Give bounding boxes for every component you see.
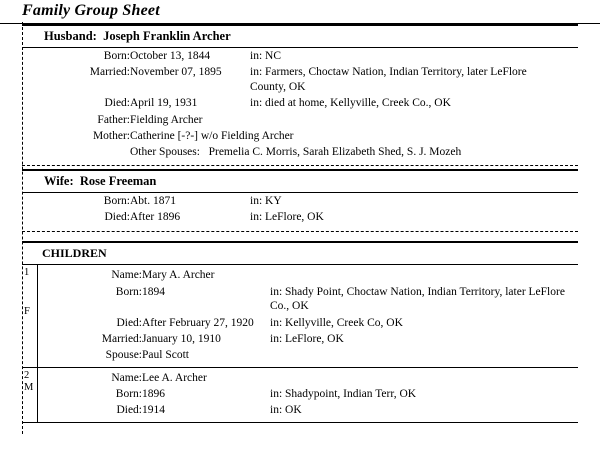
wife-died-value: After 1896 bbox=[130, 211, 181, 223]
child-2-died-label: Died: bbox=[116, 404, 142, 417]
child-2-body bbox=[38, 368, 578, 422]
husband-born-label: Born: bbox=[103, 50, 130, 62]
child-1-died-place bbox=[270, 315, 570, 331]
child-1-born-place-value: Shady Point, Choctaw Nation, Indian Territory, later LeFlore Co., OK bbox=[270, 285, 565, 313]
child-1-spouse-value: Paul Scott bbox=[142, 349, 189, 362]
table-row bbox=[38, 386, 570, 402]
child-1-table bbox=[38, 267, 570, 363]
child-1-name-value: Mary A. Archer bbox=[142, 269, 215, 282]
child-2-born-label: Born: bbox=[115, 388, 142, 400]
husband-married-place-value: Farmers, Choctaw Nation, Indian Territory, later LeFlore County, OK bbox=[250, 66, 527, 93]
table-row bbox=[22, 95, 560, 111]
table-row bbox=[22, 209, 560, 225]
table-row bbox=[38, 347, 570, 363]
child-1-married-place-value: LeFlore, OK bbox=[285, 332, 344, 345]
child-2-number: 2 bbox=[24, 369, 30, 381]
child-1-died-label: Died: bbox=[116, 316, 142, 329]
wife-born-label: Born: bbox=[103, 194, 130, 207]
table-row bbox=[38, 370, 570, 386]
table-row bbox=[38, 331, 570, 347]
child-1-died-place-value: Kellyville, Creek Co, OK bbox=[285, 316, 403, 329]
table-row bbox=[22, 112, 560, 128]
table-row bbox=[22, 128, 560, 144]
child-1-married-place bbox=[270, 331, 570, 347]
table-row bbox=[38, 267, 570, 283]
child-2-name-value: Lee A. Archer bbox=[142, 371, 207, 384]
husband-died-label: Died: bbox=[104, 97, 130, 110]
wife-name: Rose Freeman bbox=[79, 173, 157, 188]
table-row bbox=[22, 64, 560, 95]
children-list bbox=[22, 264, 578, 422]
child-2-table bbox=[38, 370, 570, 419]
page-title: Family Group Sheet bbox=[22, 2, 160, 19]
husband-born-place-value: NC bbox=[265, 50, 281, 62]
table-row bbox=[22, 48, 560, 64]
child-2-sex: M bbox=[24, 382, 34, 394]
child-2-died-place-label: in: bbox=[270, 404, 283, 417]
child-1-body bbox=[38, 265, 578, 366]
child-2-born-place bbox=[270, 386, 570, 402]
husband-died-place-value: died at home, Kellyville, Creek Co., OK bbox=[265, 97, 451, 110]
husband-label: Husband: bbox=[44, 29, 97, 43]
husband-name: Joseph Franklin Archer bbox=[103, 29, 231, 43]
table-row bbox=[38, 284, 570, 315]
husband-born-place bbox=[250, 48, 560, 64]
child-2-born-value: 1896 bbox=[142, 388, 165, 400]
child-1-born-value: 1894 bbox=[142, 285, 165, 298]
child-1-died-value: After February 27, 1920 bbox=[142, 316, 254, 329]
husband-mother-value: Catherine [-?-] w/o Fielding Archer bbox=[130, 129, 294, 142]
child-1-sex: F bbox=[24, 305, 30, 317]
child-2-gutter bbox=[22, 368, 38, 422]
wife-section bbox=[22, 166, 600, 233]
wife-born-place-value: KY bbox=[265, 194, 282, 207]
wife-born-place-label: in: bbox=[250, 194, 263, 207]
sheet-content bbox=[22, 24, 600, 423]
table-row bbox=[22, 193, 560, 209]
child-1-name-label: Name: bbox=[111, 269, 142, 282]
wife-detail-table bbox=[22, 193, 560, 226]
child-2-born-place-value: Shadypoint, Indian Terr, OK bbox=[285, 388, 417, 400]
husband-married-label: Married: bbox=[89, 66, 130, 79]
list-item bbox=[22, 265, 578, 367]
wife-label: Wife: bbox=[44, 173, 74, 188]
child-1-gutter bbox=[22, 265, 38, 366]
child-2-died-place-value: OK bbox=[285, 404, 302, 417]
husband-father-label: Father: bbox=[97, 113, 130, 126]
husband-section bbox=[22, 24, 600, 166]
child-2-died-value: 1914 bbox=[142, 404, 165, 417]
children-section bbox=[22, 232, 600, 422]
child-2-died-place bbox=[270, 402, 570, 418]
table-row bbox=[38, 315, 570, 331]
husband-married-place-label: in: bbox=[250, 66, 263, 79]
husband-other-spouses bbox=[130, 144, 560, 160]
child-1-married-label: Married: bbox=[101, 332, 142, 345]
wife-died-place bbox=[250, 209, 560, 225]
husband-died-place-label: in: bbox=[250, 97, 263, 110]
table-row bbox=[38, 402, 570, 418]
husband-married-place bbox=[250, 64, 560, 95]
wife-died-place-label: in: bbox=[250, 211, 263, 223]
child-2-born-place-label: in: bbox=[270, 388, 283, 400]
husband-died-value: April 19, 1931 bbox=[130, 97, 198, 110]
child-1-married-value: January 10, 1910 bbox=[142, 332, 221, 345]
husband-died-place bbox=[250, 95, 560, 111]
other-spouses-label: Other Spouses: bbox=[130, 146, 200, 159]
wife-header bbox=[22, 171, 600, 192]
child-1-number: 1 bbox=[24, 267, 30, 279]
other-spouses-value: Premelia C. Morris, Sarah Elizabeth Shed, S. J. Mozeh bbox=[208, 146, 462, 159]
child-2-name-label: Name: bbox=[111, 371, 142, 384]
children-heading: CHILDREN bbox=[42, 246, 107, 261]
wife-died-label: Died: bbox=[104, 211, 130, 223]
spacer-cell bbox=[22, 144, 130, 160]
husband-born-place-label: in: bbox=[250, 50, 263, 62]
husband-header bbox=[22, 26, 600, 47]
wife-died-place-value: LeFlore, OK bbox=[265, 211, 324, 223]
table-row bbox=[22, 144, 560, 160]
child-1-married-place-label: in: bbox=[270, 332, 283, 345]
husband-born-value: October 13, 1844 bbox=[130, 50, 211, 62]
child-1-born-place-label: in: bbox=[270, 285, 283, 298]
child-1-born-place bbox=[270, 284, 570, 315]
child-1-died-place-label: in: bbox=[270, 316, 283, 329]
husband-mother-label: Mother: bbox=[92, 129, 130, 142]
child-1-spouse-label: Spouse: bbox=[105, 349, 142, 362]
husband-married-value: November 07, 1895 bbox=[130, 66, 222, 79]
list-item bbox=[22, 368, 578, 423]
child-1-born-label: Born: bbox=[115, 285, 142, 298]
husband-detail-table bbox=[22, 48, 560, 161]
wife-born-place bbox=[250, 193, 560, 209]
husband-father-value: Fielding Archer bbox=[130, 113, 203, 126]
wife-born-value: Abt. 1871 bbox=[130, 194, 176, 207]
